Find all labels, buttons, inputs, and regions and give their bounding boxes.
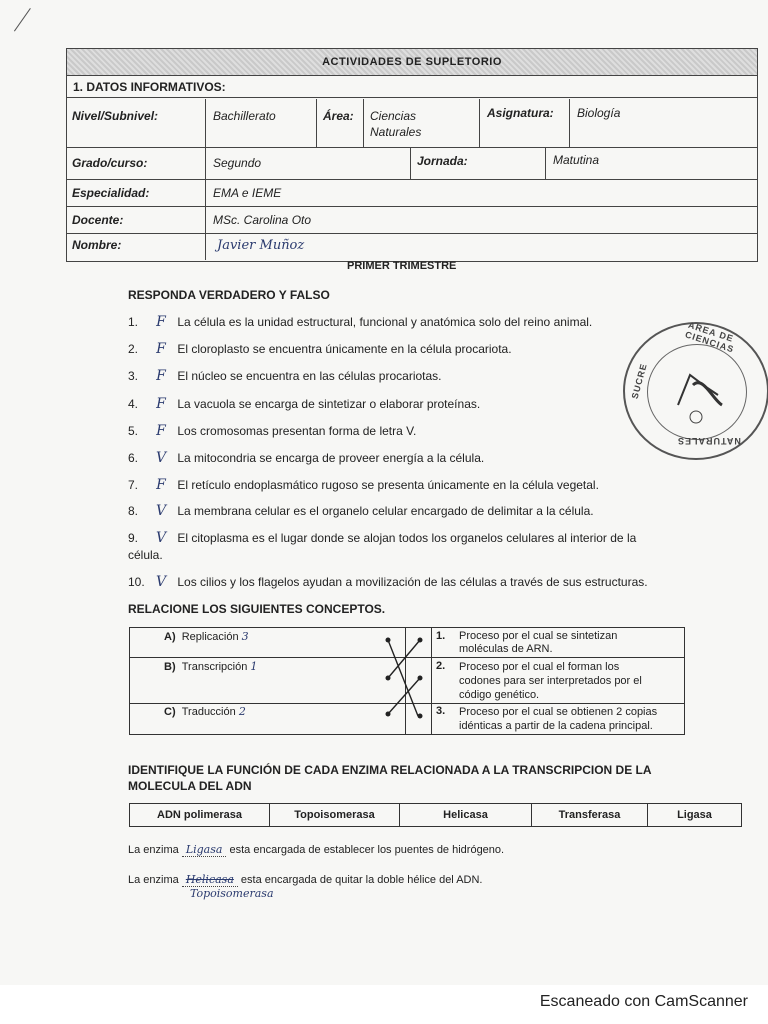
label-especialidad: Especialidad: — [72, 186, 150, 200]
rel-right-2-text: Proceso por el cual el forman los codones para ser interpretados por el código genético. — [459, 661, 642, 701]
enzyme-cell: Ligasa — [677, 809, 712, 821]
stamp-emblem-icon — [648, 345, 746, 439]
label-jornada: Jornada: — [417, 154, 468, 168]
label-nombre: Nombre: — [72, 238, 122, 252]
value-asignatura: Biología — [577, 106, 621, 120]
vf-item-4: 4. F La vacuola se encarga de sintetizar o elaborar proteínas. — [128, 396, 481, 412]
enzyme-answer-2: Helicasa — [182, 873, 238, 887]
value-area-2: Naturales — [370, 125, 422, 139]
vf-item-9-cont: célula. — [128, 548, 163, 562]
row-nombre — [67, 234, 757, 260]
vf-item-3: 3. F El núcleo se encuentra en las células procariotas. — [128, 368, 442, 384]
enzyme-answer-1: Ligasa — [182, 843, 227, 857]
enzimas-title-2: MOLECULA DEL ADN — [128, 779, 252, 793]
school-stamp — [623, 319, 768, 460]
vf-item-2: 2. F El cloroplasto se encuentra únicamente en la célula procariota. — [128, 341, 512, 357]
enzyme-answer-2-correction: Topoisomerasa — [190, 887, 274, 900]
vf-item-10: 10. V Los cilios y los flagelos ayudan a movilización de las células a través de sus estructuras. — [128, 574, 648, 590]
value-grado: Segundo — [213, 156, 262, 170]
stamp-text-bottom: NATURALES — [677, 436, 741, 446]
rel-right-1: 1. — [436, 630, 446, 642]
vf-item-1: 1. F La célula es la unidad estructural, funcional y anatómica solo del reino animal. — [128, 314, 593, 330]
vf-answer: V — [155, 450, 167, 466]
value-nombre-handwritten: Javier Muñoz — [217, 238, 305, 253]
vf-answer: F — [156, 396, 166, 412]
row-especialidad — [67, 180, 757, 207]
vf-answer: V — [155, 530, 167, 546]
value-nivel: Bachillerato — [213, 109, 276, 123]
vf-answer: F — [156, 423, 166, 439]
rel-left-a: A) Replicación 3 — [164, 630, 249, 643]
vf-item-9: 9. V El citoplasma es el lugar donde se alojan todos los organelos celulares al interior de la — [128, 530, 637, 546]
enzyme-table — [129, 803, 742, 827]
rel-right-2: 2. — [436, 660, 446, 672]
relation-table — [129, 627, 685, 735]
rel-right-3: 3. — [436, 705, 446, 717]
rel-answer: 1 — [250, 660, 258, 673]
enzyme-cell: Topoisomerasa — [270, 804, 400, 826]
section-datos: 1. DATOS INFORMATIVOS: — [67, 76, 757, 98]
stamp-text-top: AREA DE CIENCIAS — [683, 319, 736, 355]
vf-item-8: 8. V La membrana celular es el organelo celular encargado de delimitar a la célula. — [128, 503, 594, 519]
pencil-mark — [14, 8, 47, 43]
vf-answer: V — [155, 503, 167, 519]
footer — [0, 985, 768, 1024]
info-table — [66, 48, 758, 262]
vf-item-5: 5. F Los cromosomas presentan forma de letra V. — [128, 423, 417, 439]
label-asignatura: Asignatura: — [487, 106, 554, 120]
vf-answer: V — [155, 574, 167, 590]
enzyme-cell: ADN polimerasa — [130, 804, 270, 826]
vf-item-6: 6. V La mitocondria se encarga de proveer energía a la célula. — [128, 450, 485, 466]
rel-answer: 3 — [241, 630, 249, 643]
relacione-title: RELACIONE LOS SIGUIENTES CONCEPTOS. — [128, 602, 386, 616]
label-docente: Docente: — [72, 213, 124, 227]
camscanner-watermark: Escaneado con CamScanner — [539, 993, 748, 1010]
enzimas-title-1: IDENTIFIQUE LA FUNCIÓN DE CADA ENZIMA RELACIONADA A LA TRANSCRIPCION DE LA — [128, 763, 652, 777]
label-grado: Grado/curso: — [72, 156, 148, 170]
value-jornada: Matutina — [553, 153, 600, 167]
label-area: Área: — [323, 109, 354, 123]
rel-left-b: B) Transcripción 1 — [164, 660, 258, 673]
document-title: ACTIVIDADES DE SUPLETORIO — [67, 49, 757, 76]
trimestre-heading: PRIMER TRIMESTRE — [347, 260, 457, 272]
enzyme-cell: Helicasa — [400, 804, 532, 826]
enzyme-cell: Transferasa — [532, 804, 648, 826]
row-nivel — [67, 99, 757, 148]
value-docente: MSc. Carolina Oto — [213, 213, 312, 227]
enzyme-sentence-1: La enzima Ligasa esta encargada de establecer los puentes de hidrógeno. — [128, 843, 505, 856]
row-grado — [67, 148, 757, 180]
vf-answer: F — [156, 368, 166, 384]
stamp-inner-ring — [647, 344, 747, 440]
vf-answer: F — [156, 341, 166, 357]
vf-answer: F — [156, 314, 166, 330]
value-especialidad: EMA e IEME — [213, 186, 282, 200]
rel-left-c: C) Traducción 2 — [164, 705, 246, 718]
stamp-text-left: SUCRE — [629, 362, 649, 400]
relation-connector-lines — [130, 628, 684, 734]
vf-title: RESPONDA VERDADERO Y FALSO — [128, 288, 330, 302]
enzyme-sentence-2: La enzima Helicasa esta encargada de quitar la doble hélice del ADN. — [128, 873, 483, 886]
rel-answer: 2 — [238, 705, 246, 718]
vf-answer: F — [156, 477, 166, 493]
rel-right-1-text: Proceso por el cual se sintetizan moléculas de ARN. — [459, 630, 618, 655]
value-area-1: Ciencias — [370, 109, 417, 123]
row-docente — [67, 207, 757, 234]
vf-item-7: 7. F El retículo endoplasmático rugoso se presenta únicamente en la célula vegetal. — [128, 477, 599, 493]
label-nivel: Nivel/Subnivel: — [72, 109, 159, 123]
rel-right-3-text: Proceso por el cual se obtienen 2 copias idénticas a partir de la cadena principal. — [459, 706, 658, 732]
